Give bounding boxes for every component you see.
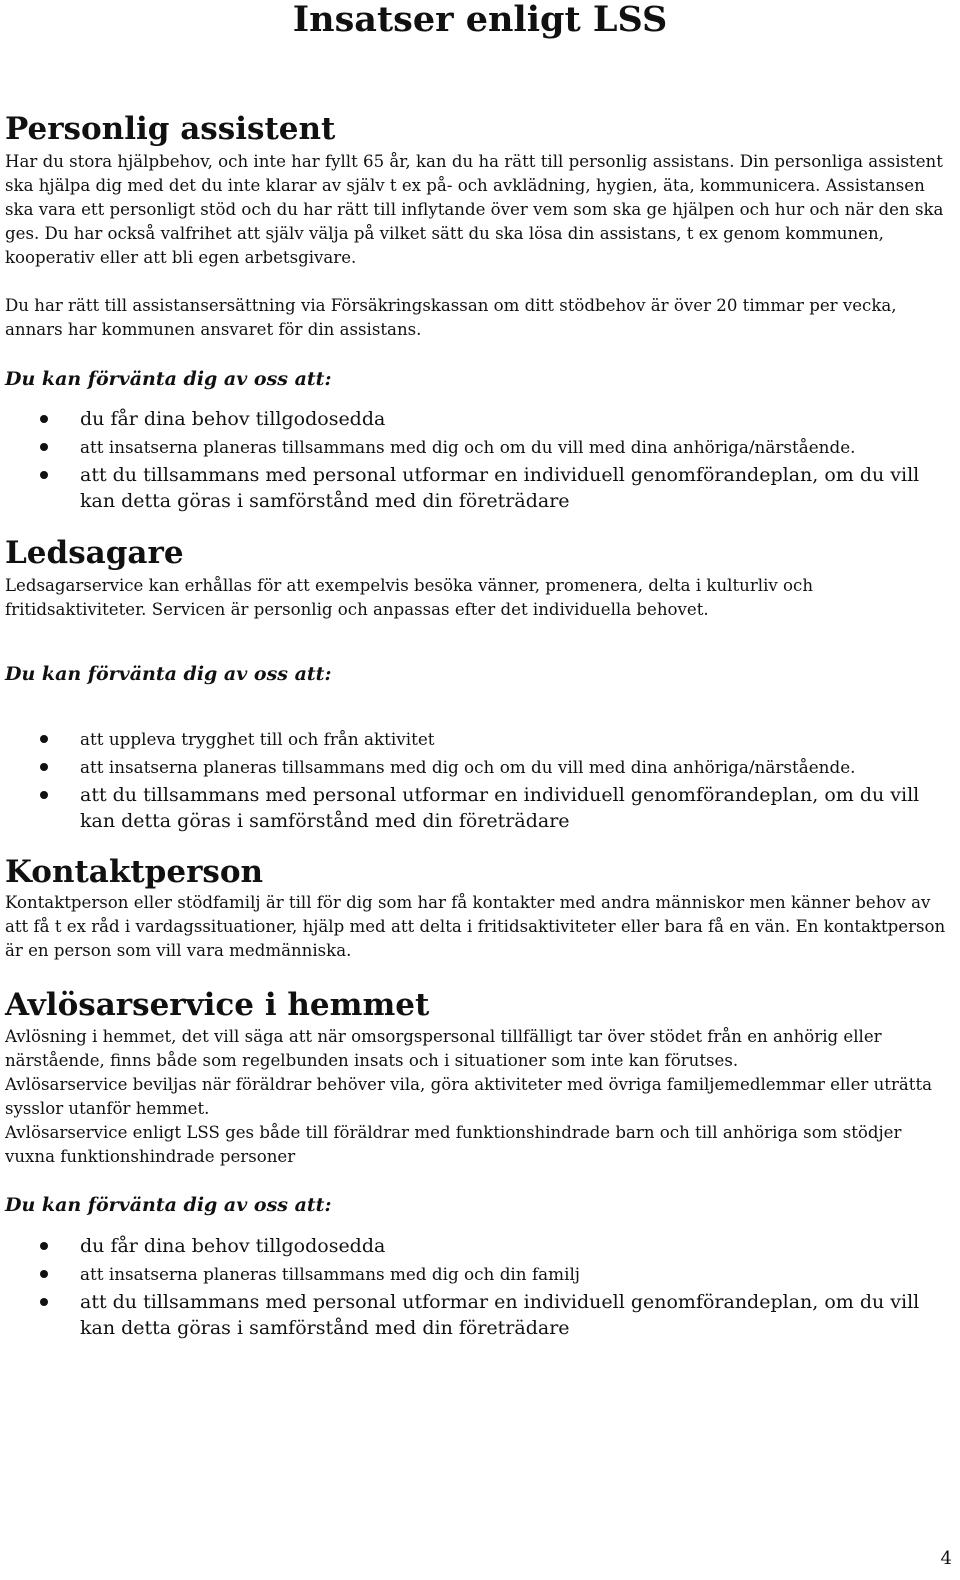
page-number: 4: [940, 1548, 952, 1569]
bullet-icon: [40, 1298, 48, 1306]
list-item-text: du får dina behov tillgodosedda: [80, 1235, 386, 1257]
bullet-icon: [40, 415, 48, 423]
list-item-text: att uppleva trygghet till och från aktivitet: [80, 729, 435, 749]
section-heading-ledsagare: Ledsagare: [5, 535, 184, 571]
bullet-icon: [40, 763, 48, 771]
list-item: [0, 434, 950, 460]
section-heading-kontaktperson: Kontaktperson: [5, 854, 264, 890]
bullet-icon: [40, 443, 48, 451]
expect-heading-personlig-assistent: Du kan förvänta dig av oss att:: [5, 368, 332, 390]
section-heading-personlig-assistent: Personlig assistent: [5, 111, 336, 147]
list-item: [0, 782, 950, 834]
bullet-icon: [40, 735, 48, 743]
list-item-text: att insatserna planeras tillsammans med dig och om du vill med dina anhöriga/närstående.: [80, 437, 856, 457]
bullet-list-avlosarservice: [0, 1233, 950, 1343]
paragraph-ledsagare-intro: Ledsagarservice kan erhållas för att exempelvis besöka vänner, promenera, delta i kulturliv och fritidsaktiviteter. Servicen är personlig och anpassas efter det individuella behovet.: [5, 576, 814, 619]
list-item: [0, 754, 950, 780]
paragraph-personlig-assistent-intro: Har du stora hjälpbehov, och inte har fyllt 65 år, kan du ha rätt till personlig assistans. Din personliga assistent ska hjälpa dig med det du inte klarar av själv t ex på- och avklädning, hygien, äta, kommunicera. Assistansen ska vara ett personligt stöd och du har rätt till inflytande över vem som ska ge hjälpen och hur och när den ska ges. Du har också valfrihet att själv välja på vilket sätt du ska lösa din assistans, t ex genom kommunen, kooperativ eller att bli egen arbetsgivare.: [5, 152, 944, 267]
list-item: [0, 726, 950, 752]
list-item-text: att insatserna planeras tillsammans med dig och din familj: [80, 1264, 581, 1284]
list-item: [0, 1289, 950, 1341]
paragraph-avlosning-i-hemmet: Avlösning i hemmet, det vill säga att när omsorgspersonal tillfälligt tar över stödet från en anhörig eller närstående, finns både som regelbunden insats och i situationer som inte kan förutses.: [5, 1027, 882, 1070]
document-title: Insatser enligt LSS: [292, 0, 668, 40]
paragraph-assistansersattning: Du har rätt till assistansersättning via Försäkringskassan om ditt stödbehov är över 20 timmar per vecka, annars har kommunen ansvaret för din assistans.: [5, 296, 897, 339]
bullet-list-ledsagare: [0, 726, 950, 836]
list-item-text: att insatserna planeras tillsammans med dig och om du vill med dina anhöriga/närstående.: [80, 757, 856, 777]
expect-heading-ledsagare: Du kan förvänta dig av oss att:: [5, 663, 332, 685]
list-item-text: att du tillsammans med personal utformar en individuell genomförandeplan, om du vill kan detta göras i samförstånd med din företrädare: [80, 1291, 920, 1339]
list-item-text: att du tillsammans med personal utformar en individuell genomförandeplan, om du vill kan detta göras i samförstånd med din företrädare: [80, 464, 920, 512]
list-item-text: du får dina behov tillgodosedda: [80, 408, 386, 430]
paragraph-kontaktperson: Kontaktperson eller stödfamilj är till för dig som har få kontakter med andra människor men känner behov av att få t ex råd i vardagssituationer, hjälp med att delta i fritidsaktiviteter eller bara få en vän. En kontaktperson är en person som vill vara medmänniska.: [5, 893, 946, 960]
list-item: [0, 406, 950, 432]
bullet-icon: [40, 1270, 48, 1278]
expect-heading-avlosarservice: Du kan förvänta dig av oss att:: [5, 1194, 332, 1216]
list-item-text: att du tillsammans med personal utformar en individuell genomförandeplan, om du vill kan detta göras i samförstånd med din företrädare: [80, 784, 920, 832]
paragraph-avlosarservice-beviljas: Avlösarservice beviljas när föräldrar behöver vila, göra aktiviteter med övriga familjemedlemmar eller uträtta sysslor utanför hemmet.: [5, 1075, 933, 1118]
section-heading-avlosarservice: Avlösarservice i hemmet: [5, 987, 430, 1023]
list-item: [0, 1261, 950, 1287]
bullet-icon: [40, 1242, 48, 1250]
list-item: [0, 462, 950, 514]
list-item: [0, 1233, 950, 1259]
paragraph-avlosarservice-lss: Avlösarservice enligt LSS ges både till föräldrar med funktionshindrade barn och till anhöriga som stödjer vuxna funktionshindrade personer: [5, 1123, 902, 1166]
bullet-icon: [40, 791, 48, 799]
bullet-icon: [40, 471, 48, 479]
bullet-list-personlig-assistent: [0, 406, 950, 516]
